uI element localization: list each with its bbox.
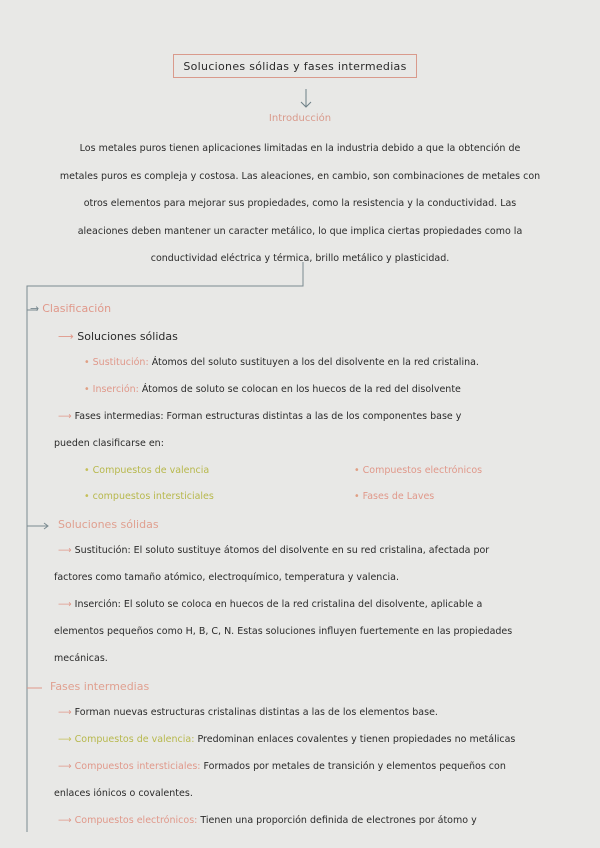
page-title-text: Soluciones sólidas y fases intermedias (183, 59, 407, 73)
intro-line: otros elementos para mejorar sus propiedades, como la resistencia y la conductividad. Las (83, 198, 517, 209)
page-title (173, 54, 417, 78)
sustitucion-row: • Sustitución: Átomos del soluto sustituyen a los del disolvente en la red cristalina. (84, 357, 479, 368)
intersticiales-row: ⟶ Compuestos intersticiales: Formados por metales de transición y elementos pequeños con (58, 761, 506, 772)
intro-line: Los metales puros tienen aplicaciones limitadas en la industria debido a que la obtención de (79, 143, 521, 154)
type-item: • Compuestos de valencia (84, 465, 210, 476)
sustitucion-term: Sustitución: (92, 357, 149, 368)
ins-row: ⟶ Inserción: El soluto se coloca en huecos de la red cristalina del disolvente, aplicable a (58, 599, 483, 610)
insercion-text: Átomos de soluto se colocan en los huecos de la red del disolvente (141, 384, 461, 395)
intersticiales-term: Compuestos intersticiales: (74, 761, 201, 772)
insercion-row: • Inserción: Átomos de soluto se colocan en los huecos de la red del disolvente (84, 384, 461, 395)
type-item: • Fases de Laves (354, 491, 435, 502)
intro-line: metales puros es compleja y costosa. Las aleaciones, en cambio, son combinaciones de metales con (59, 170, 541, 182)
intro-line: aleaciones deben mantener un caracter metálico, lo que implica ciertas propiedades como la (77, 225, 523, 237)
sust-row: ⟶ Sustitución: El soluto sustituye átomos del disolvente en su red cristalina, afectada por (58, 545, 490, 556)
fases-row: ⟶ Fases intermedias: Forman estructuras distintas a las de los componentes base y (58, 411, 462, 422)
soluciones-heading: Soluciones sólidas (58, 518, 159, 531)
fases-intro-row: ⟶ Forman nuevas estructuras cristalinas distintas a las de los elementos base. (58, 707, 438, 718)
soluciones-row: ⟶ Soluciones sólidas (58, 330, 178, 343)
ins-line: mecánicas. (54, 653, 108, 664)
down-arrow-icon (299, 88, 313, 110)
type-label: Compuestos de valencia (92, 465, 210, 476)
type-label: Compuestos electrónicos (362, 465, 483, 476)
sustitucion-text: Átomos del soluto sustituyen a los del disolvente en la red cristalina. (151, 357, 479, 368)
type-label: compuestos intersticiales (92, 491, 214, 502)
ins-line: elementos pequeños como H, B, C, N. Estas soluciones influyen fuertemente en las propiedades (54, 626, 513, 637)
fases-line: Fases intermedias: Forman estructuras distintas a las de los componentes base y (74, 411, 462, 422)
electronicos-term: Compuestos electrónicos: (74, 815, 198, 826)
fases-line: pueden clasificarse en: (54, 438, 164, 449)
valencia-row: ⟶ Compuestos de valencia: Predominan enlaces covalentes y tienen propiedades no metálicas (58, 734, 516, 745)
clasificacion-heading-row: → Clasificación (30, 302, 112, 315)
insercion-term: Inserción: (92, 384, 139, 395)
clasificacion-heading: Clasificación (42, 302, 112, 315)
sust-line: Sustitución: El soluto sustituye átomos del disolvente en su red cristalina, afectada por (74, 545, 490, 556)
type-item: • Compuestos electrónicos (354, 465, 483, 476)
fases-line: Forman nuevas estructuras cristalinas distintas a las de los elementos base. (74, 707, 438, 718)
valencia-text: Predominan enlaces covalentes y tienen propiedades no metálicas (197, 734, 516, 745)
sust-line: factores como tamaño atómico, electroquímico, temperatura y valencia. (54, 572, 400, 583)
soluciones-label: Soluciones sólidas (77, 330, 178, 343)
intersticiales-text: Formados por metales de transición y elementos pequeños con (203, 761, 506, 772)
electronicos-row: ⟶ Compuestos electrónicos: Tienen una proporción definida de electrones por átomo y (58, 815, 477, 826)
type-label: Fases de Laves (362, 491, 435, 502)
intersticiales-text: enlaces iónicos o covalentes. (54, 788, 193, 799)
ins-line: Inserción: El soluto se coloca en huecos de la red cristalina del disolvente, aplicable a (74, 599, 483, 610)
intro-heading: Introducción (268, 113, 332, 124)
intro-paragraph (22, 135, 578, 273)
fases-heading: Fases intermedias (50, 680, 150, 693)
valencia-term: Compuestos de valencia: (74, 734, 195, 745)
intro-line: conductividad eléctrica y térmica, brillo metálico y plasticidad. (150, 253, 450, 264)
electronicos-text: Tienen una proporción definida de electrones por átomo y (200, 815, 477, 826)
type-item: • compuestos intersticiales (84, 491, 214, 502)
